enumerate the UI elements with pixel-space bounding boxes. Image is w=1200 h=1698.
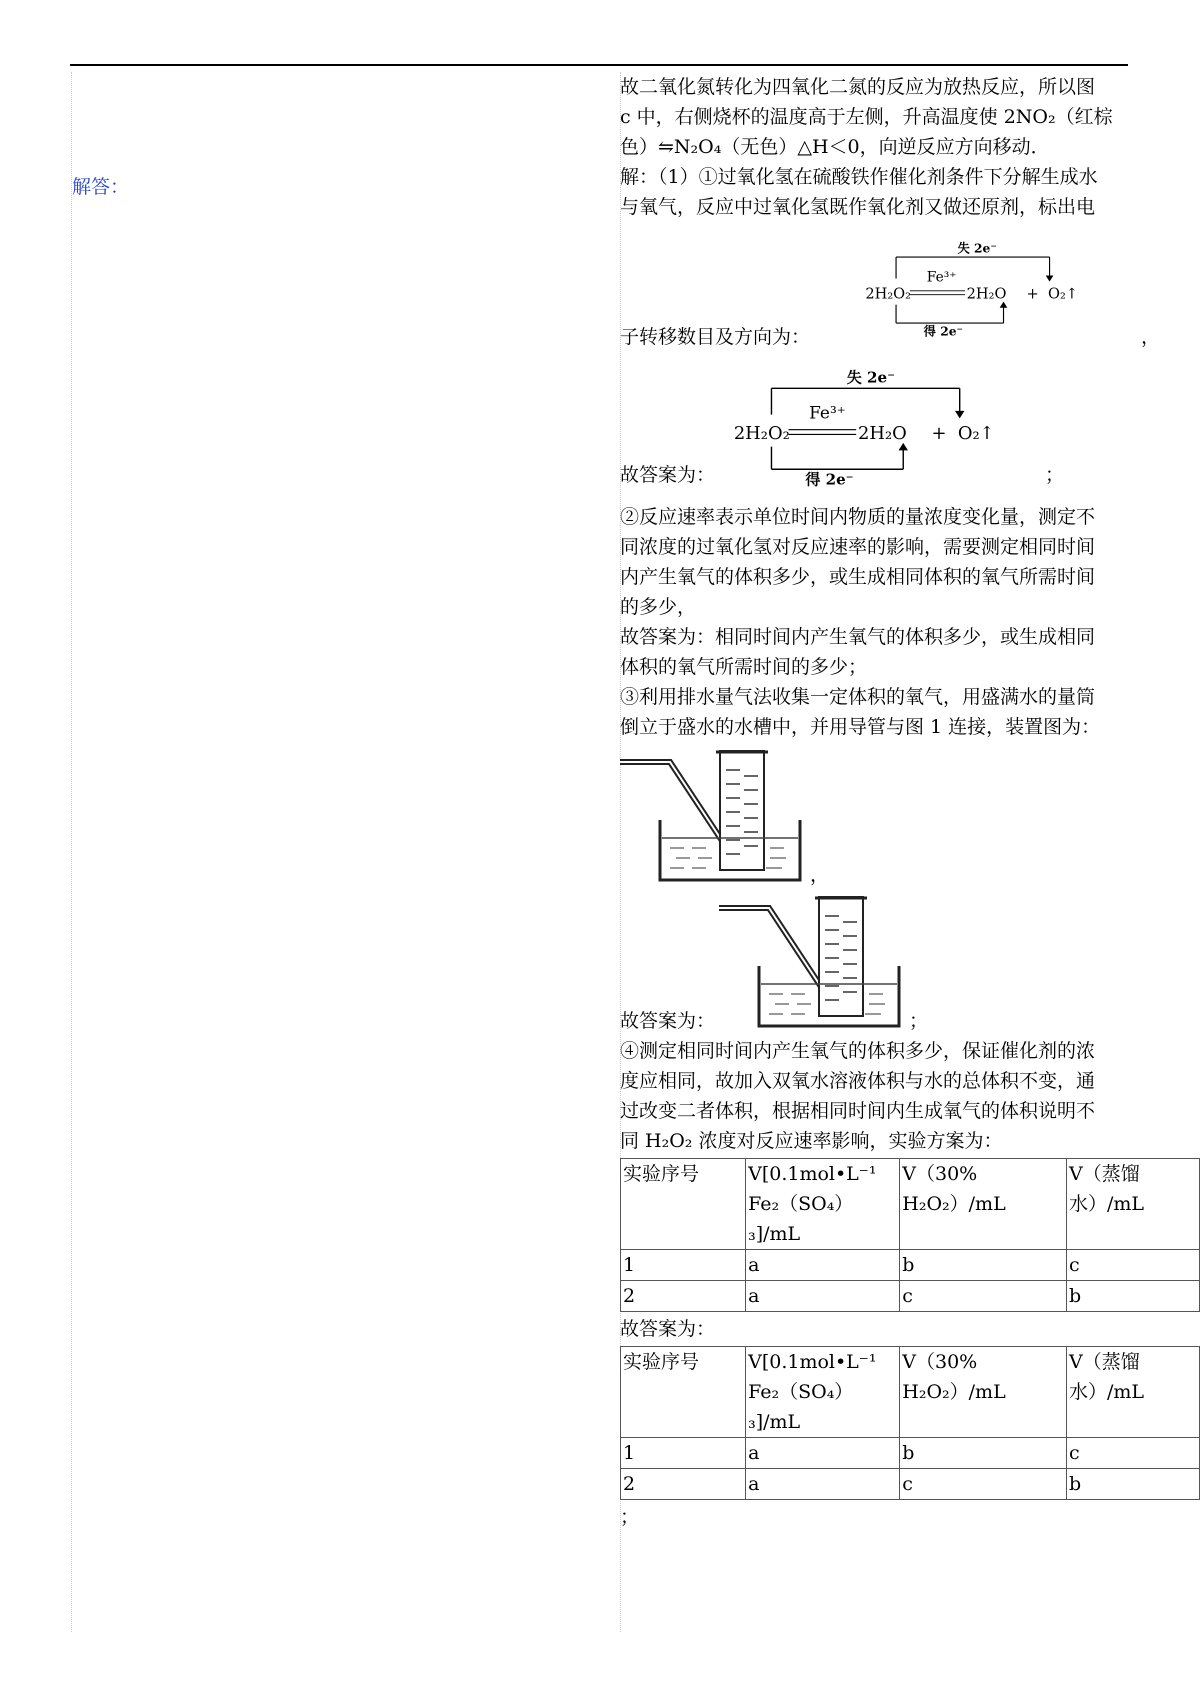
catalyst: Fe³⁺ (809, 402, 846, 423)
gas-collection-apparatus (620, 750, 810, 890)
answer-label-3: 故答案为： (620, 1318, 716, 1340)
table-header-cell: V（蒸馏水）/mL (1067, 1347, 1200, 1438)
table-row (621, 1281, 1200, 1312)
product-oxygen: O₂↑ (1048, 285, 1079, 303)
table-cell: b (900, 1438, 1067, 1469)
p2-answer-line-2: 体积的氧气所需时间的多少； (620, 656, 868, 678)
table-header-cell: 实验序号 (621, 1159, 746, 1250)
intro-line-1: 故二氧化氮转化为四氧化二氮的反应为放热反应，所以图 (620, 76, 1096, 98)
table-cell: b (900, 1250, 1067, 1281)
p2-line-3: 内产生氧气的体积多少，或生成相同体积的氧气所需时间 (620, 566, 1096, 588)
table-cell: c (900, 1469, 1067, 1500)
experiment-table-answer (620, 1346, 1200, 1500)
intro-line-2: c 中，右侧烧杯的温度高于左侧，升高温度使 2NO₂（红棕 (620, 106, 1113, 128)
table-header-cell: V（30% H₂O₂）/mL (900, 1347, 1067, 1438)
top-rule (70, 64, 1128, 66)
electron-transfer-row-2 (620, 360, 1160, 490)
table-row (621, 1250, 1200, 1281)
table-cell: 1 (621, 1438, 746, 1469)
p2-line-4: 的多少， (620, 596, 697, 618)
p3-line-2: 倒立于盛水的水槽中，并用导管与图 1 连接，装置图为： (620, 716, 1101, 738)
comma-1: ， (810, 864, 830, 886)
answer-label-2: 故答案为： (620, 1010, 716, 1032)
table-header-row (621, 1347, 1200, 1438)
product-water: 2H₂O (966, 285, 1007, 303)
gain-electrons: 得 2e⁻ (805, 470, 854, 489)
apparatus-row-2 (620, 896, 1160, 1036)
table-cell: a (746, 1250, 900, 1281)
lose-electrons: 失 2e⁻ (957, 240, 997, 256)
p3-line-1: ③利用排水量气法收集一定体积的氧气，用盛满水的量筒 (620, 686, 1096, 708)
electron-transfer-equation-answer (715, 360, 1035, 490)
gas-collection-apparatus-answer (719, 896, 909, 1036)
apparatus-row-1 (620, 750, 1160, 890)
table-header-cell: 实验序号 (621, 1347, 746, 1438)
table-cell: a (746, 1438, 900, 1469)
p2-answer-line-1: 故答案为：相同时间内产生氧气的体积多少，或生成相同 (620, 626, 1096, 648)
experiment-table (620, 1158, 1200, 1312)
plus-sign: + (1026, 285, 1039, 303)
table-header-cell: V（蒸馏水）/mL (1067, 1159, 1200, 1250)
product-oxygen: O₂↑ (957, 423, 995, 445)
p1-line-1: 解：（1）①过氧化氢在硫酸铁作催化剂条件下分解生成水 (620, 166, 1098, 188)
p1-line-2: 与氧气，反应中过氧化氢既作氧化剂又做还原剂，标出电 (620, 196, 1096, 218)
p4-line-3: 过改变二者体积，根据相同时间内生成氧气的体积说明不 (620, 1100, 1096, 1122)
table-row (621, 1469, 1200, 1500)
intro-line-3: 色）⇋N₂O₄（无色）△H＜0，向逆反应方向移动． (620, 136, 1050, 158)
table-header-cell: V（30% H₂O₂）/mL (900, 1159, 1067, 1250)
catalyst: Fe³⁺ (926, 269, 957, 286)
table-cell: 1 (621, 1250, 746, 1281)
table-cell: c (1067, 1438, 1200, 1469)
reactant: 2H₂O₂ (733, 423, 790, 445)
table-row (621, 1438, 1200, 1469)
table-header-cell: V[0.1mol•L⁻¹ Fe₂（SO₄）₃]/mL (746, 1159, 900, 1250)
table-header-row (621, 1159, 1200, 1250)
table-cell: c (1067, 1250, 1200, 1281)
electron-transfer-equation (850, 222, 1111, 352)
table-header-cell: V[0.1mol•L⁻¹ Fe₂（SO₄）₃]/mL (746, 1347, 900, 1438)
p4-line-2: 度应相同，故加入双氧水溶液体积与水的总体积不变，通 (620, 1070, 1096, 1092)
p2-line-1: ②反应速率表示单位时间内物质的量浓度变化量，测定不 (620, 506, 1096, 528)
semicolon-1: ； (1045, 464, 1065, 486)
p4-line-1: ④测定相同时间内产生氧气的体积多少，保证催化剂的浓 (620, 1040, 1096, 1062)
product-water: 2H₂O (858, 423, 907, 445)
answer-heading: 解答： (72, 176, 130, 198)
final-semicolon: ； (620, 1506, 640, 1528)
table-cell: 2 (621, 1281, 746, 1312)
reactant: 2H₂O₂ (865, 285, 912, 303)
table-cell: b (1067, 1469, 1200, 1500)
plus-sign: + (931, 423, 947, 445)
table-cell: a (746, 1469, 900, 1500)
answer-content (620, 72, 1160, 1532)
table-cell: b (1067, 1281, 1200, 1312)
semicolon-2: ； (909, 1010, 929, 1032)
p4-line-4: 同 H₂O₂ 浓度对反应速率影响，实验方案为： (620, 1130, 1003, 1152)
table-cell: 2 (621, 1469, 746, 1500)
table-cell: a (746, 1281, 900, 1312)
p2-line-2: 同浓度的过氧化氢对反应速率的影响，需要测定相同时间 (620, 536, 1096, 558)
answer-label-1: 故答案为： (620, 464, 716, 486)
p1-tail-end: ， (1140, 326, 1160, 348)
table-cell: c (900, 1281, 1067, 1312)
gain-electrons: 得 2e⁻ (923, 323, 964, 339)
left-column-guide (71, 72, 72, 1632)
lose-electrons: 失 2e⁻ (846, 368, 896, 387)
p1-tail: 子转移数目及方向为： (620, 326, 811, 348)
electron-transfer-row-1 (620, 222, 1160, 352)
